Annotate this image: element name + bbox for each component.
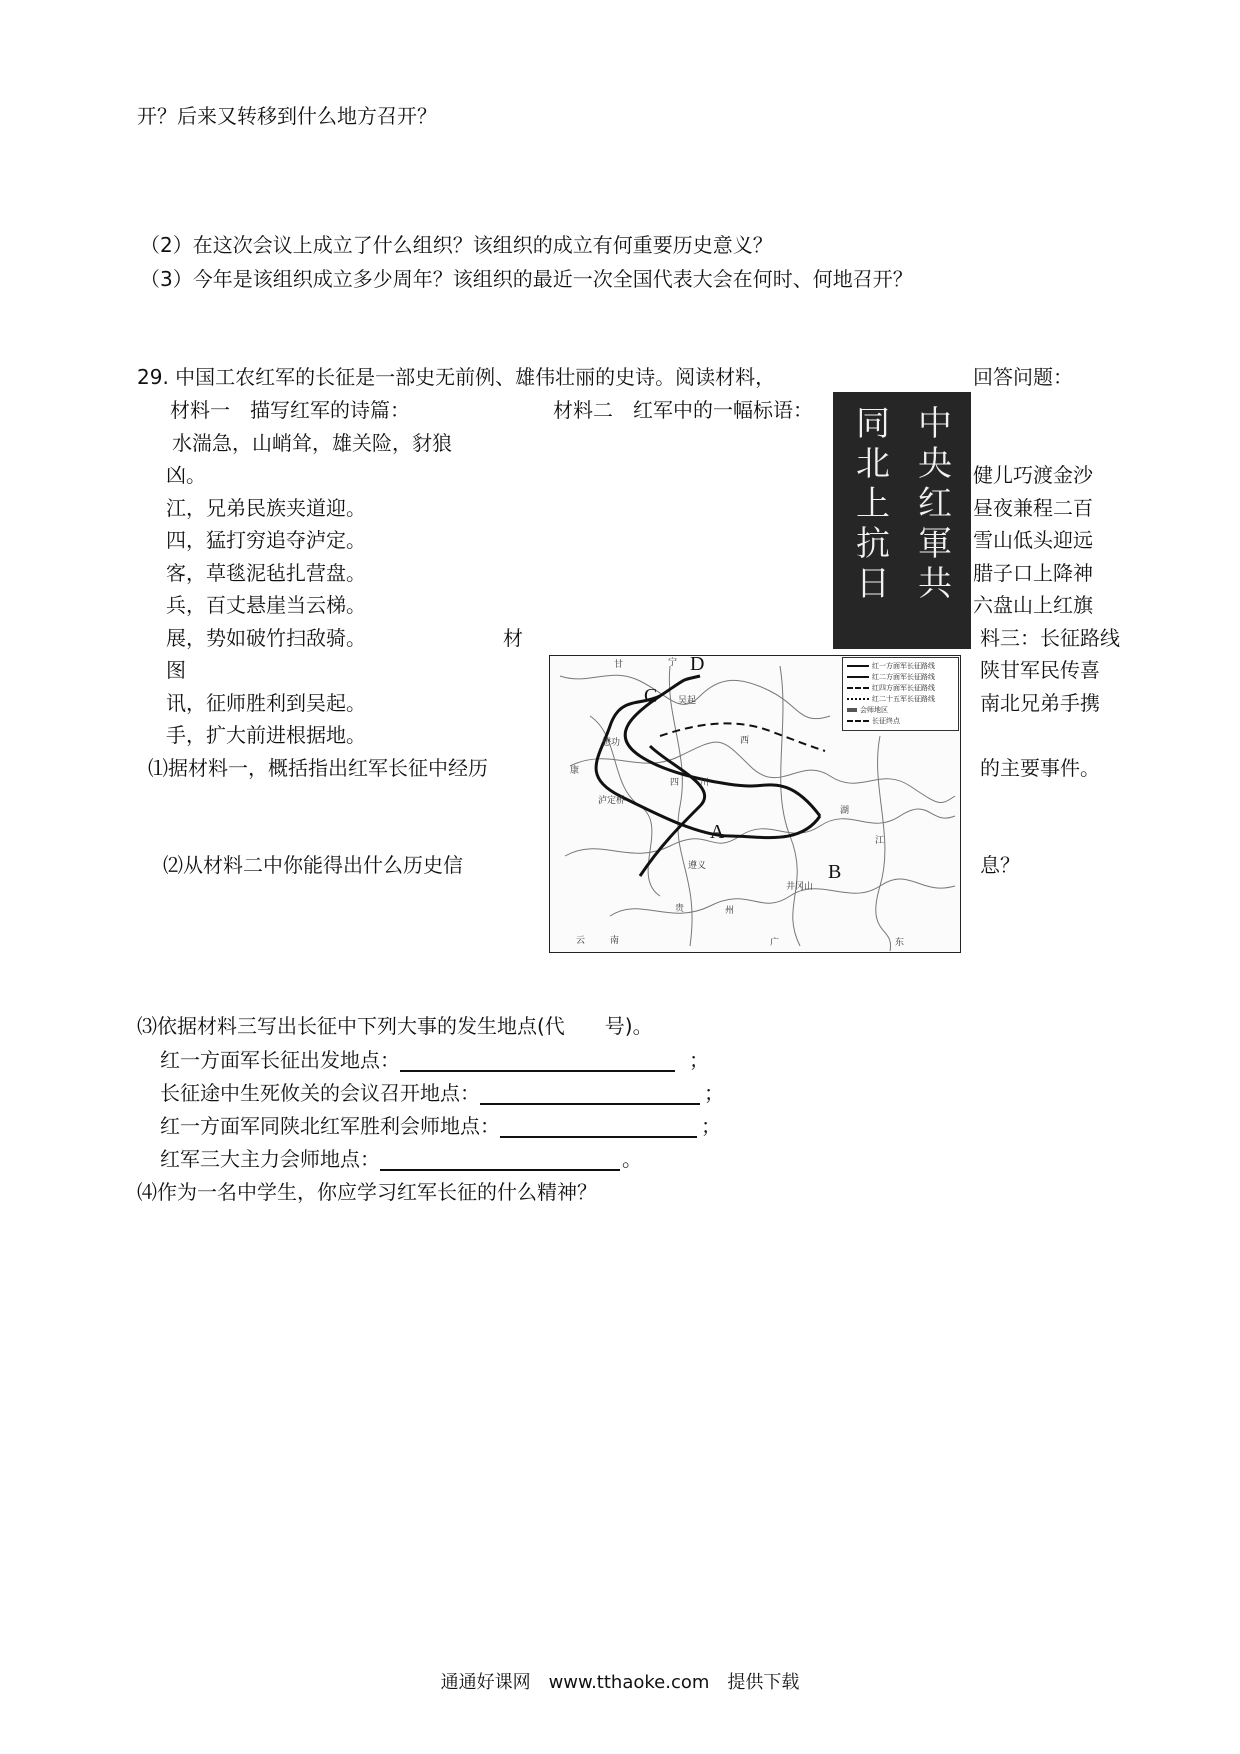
material3-label-part1: 材 bbox=[503, 626, 523, 650]
map-label: 西 bbox=[740, 736, 750, 746]
poem-line: 水湍急，山峭耸，雄关险，豺狼 bbox=[172, 431, 452, 455]
slogan-char: 共 bbox=[918, 564, 952, 604]
map-label: 云 bbox=[576, 936, 586, 946]
slogan-char: 红 bbox=[918, 484, 952, 524]
map-label: 康 bbox=[570, 766, 580, 776]
legend-item bbox=[847, 673, 935, 681]
slogan-char: 上 bbox=[856, 484, 890, 524]
map-label: 南 bbox=[610, 936, 620, 946]
fill-row-1 bbox=[160, 1048, 709, 1072]
q29-sub2-end: 息？ bbox=[980, 853, 1020, 877]
map-label: 遵义 bbox=[688, 861, 707, 871]
material3-label-part3: 图 bbox=[166, 658, 186, 682]
map-label: 湖 bbox=[840, 806, 850, 816]
fill-label: 红军三大主力会师地点： bbox=[160, 1147, 380, 1171]
long-march-map bbox=[549, 655, 961, 953]
material2-label: 材料二 红军中的一幅标语： bbox=[553, 398, 813, 422]
map-label: 懋功 bbox=[602, 738, 621, 748]
map-label: 吴起 bbox=[678, 696, 697, 706]
slogan-char: 北 bbox=[856, 444, 890, 484]
q29-sub1-end: 的主要事件。 bbox=[980, 756, 1100, 780]
answer-blank[interactable] bbox=[480, 1083, 700, 1105]
map-marker-a: A bbox=[710, 821, 725, 843]
map-label: 州 bbox=[725, 906, 735, 916]
legend-label: 红四方面军长征路线 bbox=[872, 684, 935, 692]
q29-intro-end: 回答问题： bbox=[973, 365, 1073, 389]
slogan-char: 中 bbox=[918, 404, 952, 444]
slogan-char: 日 bbox=[856, 564, 890, 604]
map-marker-c: C bbox=[644, 685, 658, 707]
fill-row-3 bbox=[160, 1114, 721, 1138]
legend-item bbox=[847, 695, 935, 703]
q29-sub1: ⑴据材料一，概括指出红军长征中经历 bbox=[148, 756, 488, 780]
fill-end: ； bbox=[701, 1114, 721, 1138]
slogan-column-1 bbox=[915, 404, 955, 604]
answer-blank[interactable] bbox=[400, 1050, 675, 1072]
fill-row-4 bbox=[160, 1147, 642, 1171]
poem-line-right: 健儿巧渡金沙 bbox=[973, 463, 1093, 487]
fill-end: ； bbox=[689, 1048, 709, 1072]
material1-label: 材料一 描写红军的诗篇： bbox=[170, 398, 410, 422]
q28-line: 开？后来又转移到什么地方召开？ bbox=[137, 104, 437, 128]
q29-sub4: ⑷作为一名中学生，你应学习红军长征的什么精神？ bbox=[137, 1180, 597, 1204]
legend-label: 红二方面军长征路线 bbox=[872, 673, 935, 681]
fill-label: 红一方面军同陕北红军胜利会师地点： bbox=[160, 1114, 500, 1138]
map-label: 贵 bbox=[675, 904, 685, 914]
poem-line-right: 南北兄弟手携 bbox=[980, 691, 1100, 715]
poem-line-right: 昼夜兼程二百 bbox=[973, 496, 1093, 520]
fill-label: 红一方面军长征出发地点： bbox=[160, 1048, 400, 1072]
legend-label: 红一方面军长征路线 bbox=[872, 662, 935, 670]
map-label: 广 bbox=[770, 938, 780, 948]
fill-row-2 bbox=[160, 1081, 724, 1105]
fill-end: ； bbox=[704, 1081, 724, 1105]
poem-line: 客，草毯泥毡扎营盘。 bbox=[166, 561, 366, 585]
legend-item bbox=[847, 684, 935, 692]
map-marker-b: B bbox=[828, 861, 842, 883]
answer-blank[interactable] bbox=[500, 1116, 697, 1138]
q28-sub2: （2）在这次会议上成立了什么组织？该组织的成立有何重要历史意义？ bbox=[140, 233, 773, 257]
poem-line-right: 雪山低头迎远 bbox=[973, 528, 1093, 552]
poem-line: 讯，征师胜利到吴起。 bbox=[166, 691, 366, 715]
map-label: 宁 bbox=[668, 658, 678, 668]
q29-sub2: ⑵从材料二中你能得出什么历史信 bbox=[163, 853, 463, 877]
poem-line-right: 六盘山上红旗 bbox=[973, 593, 1093, 617]
fill-end: 。 bbox=[622, 1147, 642, 1171]
slogan-column-2 bbox=[853, 404, 893, 604]
legend-item bbox=[847, 662, 935, 670]
poem-line: 兵，百丈悬崖当云梯。 bbox=[166, 593, 366, 617]
map-label: 甘 bbox=[614, 660, 624, 670]
poem-line: 江，兄弟民族夹道迎。 bbox=[166, 496, 366, 520]
map-label: 四 bbox=[670, 778, 680, 788]
map-label: 泸定桥 bbox=[598, 796, 626, 806]
poem-line: 四，猛打穷追夺泸定。 bbox=[166, 528, 366, 552]
map-marker-d: D bbox=[690, 653, 705, 675]
q28-sub3: （3）今年是该组织成立多少周年？该组织的最近一次全国代表大会在何时、何地召开？ bbox=[140, 267, 913, 291]
q29-intro: 29. 中国工农红军的长征是一部史无前例、雄伟壮丽的史诗。阅读材料， bbox=[137, 365, 776, 389]
slogan-char: 央 bbox=[918, 444, 952, 484]
map-legend bbox=[842, 657, 959, 731]
poem-line: 凶。 bbox=[166, 463, 206, 487]
material3-label-part2: 料三：长征路线 bbox=[980, 626, 1120, 650]
answer-blank[interactable] bbox=[380, 1149, 620, 1171]
map-label: 东 bbox=[895, 938, 905, 948]
legend-label: 长征终点 bbox=[872, 717, 900, 725]
map-label: 井冈山 bbox=[786, 882, 814, 892]
page-footer: 通通好课网 www.tthaoke.com 提供下载 bbox=[440, 1672, 800, 1693]
q29-sub3: ⑶依据材料三写出长征中下列大事的发生地点(代 号)。 bbox=[137, 1014, 653, 1038]
slogan-char: 同 bbox=[856, 404, 890, 444]
poem-line-right: 陕甘军民传喜 bbox=[980, 658, 1100, 682]
slogan-image bbox=[833, 392, 971, 649]
map-label: 川 bbox=[700, 778, 710, 788]
slogan-char: 抗 bbox=[856, 524, 890, 564]
map-label: 江 bbox=[875, 836, 885, 846]
legend-item bbox=[847, 717, 900, 725]
poem-line: 手，扩大前进根据地。 bbox=[166, 723, 366, 747]
legend-item bbox=[847, 706, 888, 714]
legend-label: 红二十五军长征路线 bbox=[872, 695, 935, 703]
fill-label: 长征途中生死攸关的会议召开地点： bbox=[160, 1081, 480, 1105]
slogan-char: 軍 bbox=[918, 524, 952, 564]
legend-label: 会师地区 bbox=[860, 706, 888, 714]
poem-line-right: 腊子口上降神 bbox=[973, 561, 1093, 585]
poem-line: 展，势如破竹扫敌骑。 bbox=[166, 626, 366, 650]
